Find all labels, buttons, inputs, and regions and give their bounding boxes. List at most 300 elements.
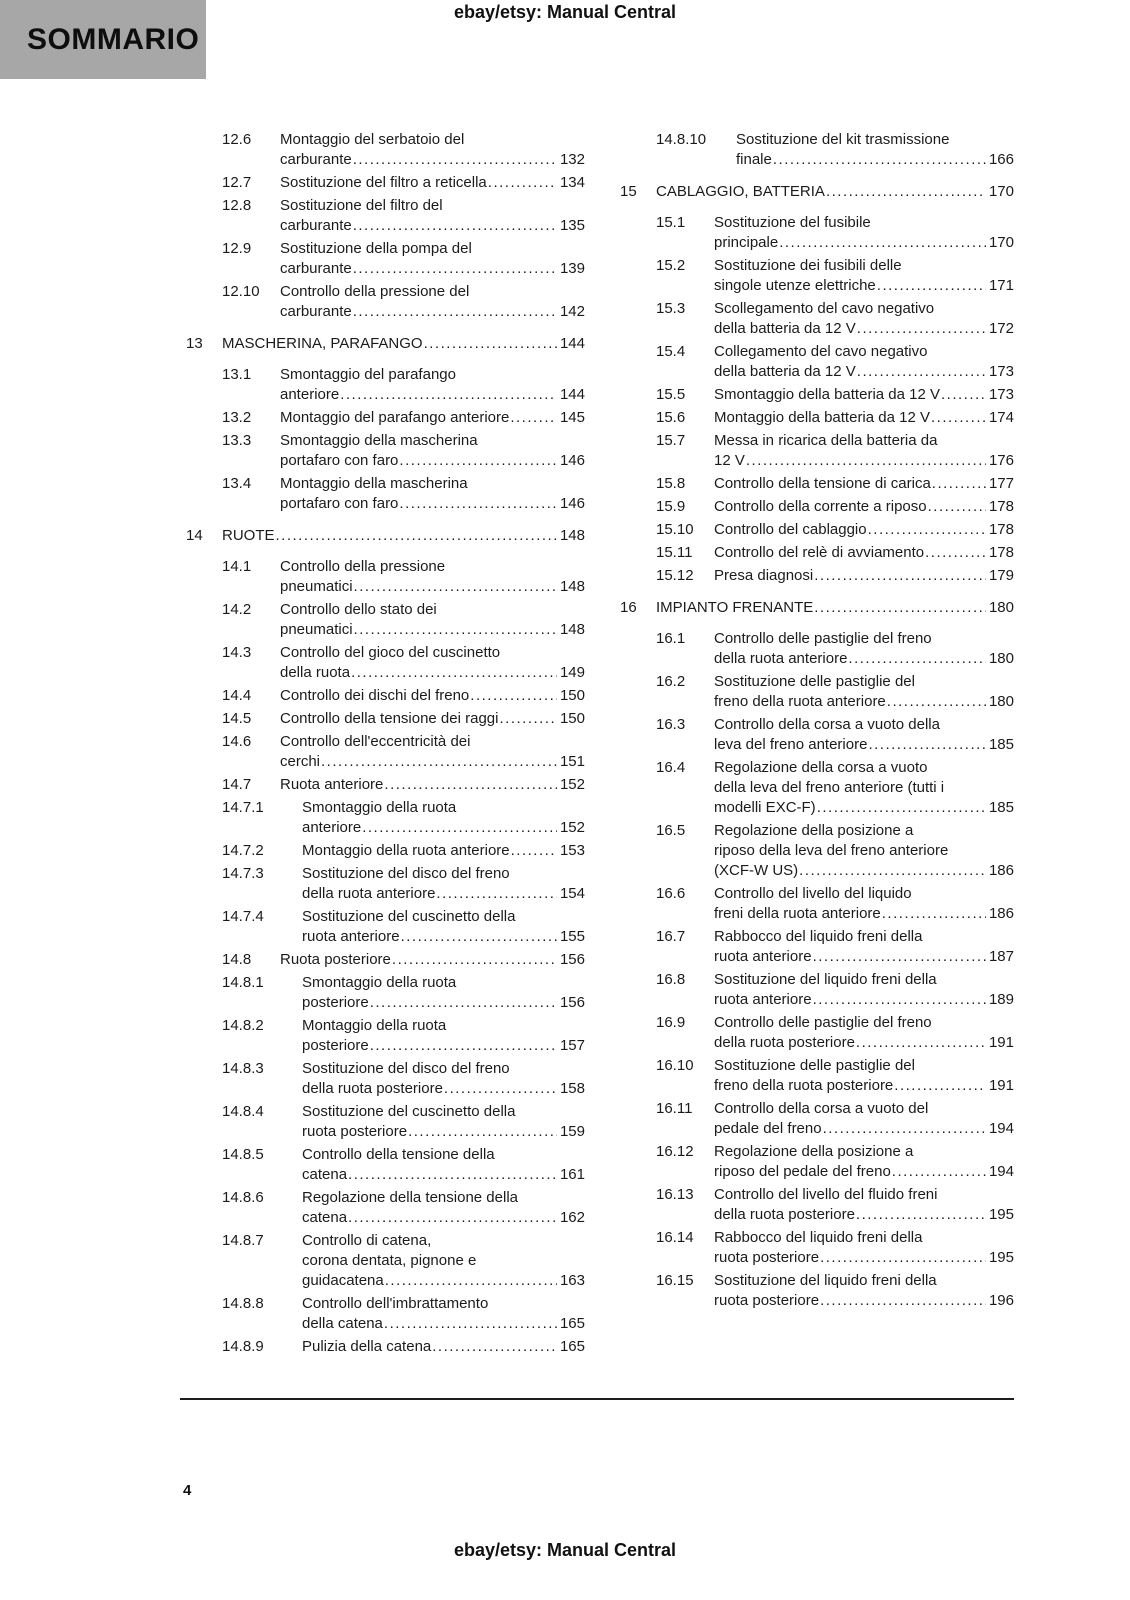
toc-entry-last-line: [280, 451, 585, 471]
toc-entry-body: [280, 239, 585, 279]
toc-entry-page: 195: [988, 1249, 1014, 1266]
toc-entry-body: [280, 130, 585, 170]
toc-entry-body: [714, 1185, 1014, 1225]
toc-entry-page: 176: [988, 452, 1014, 469]
toc-entry-body: [714, 1142, 1014, 1182]
toc-entry-body: [714, 213, 1014, 253]
toc-entry-title-line: Smontaggio della ruota: [302, 974, 457, 991]
toc-entry-title-line: della ruota posteriore: [714, 1206, 855, 1223]
toc-entry-last-line: [714, 1248, 1014, 1268]
toc-entry-page: 194: [988, 1120, 1014, 1137]
toc-entry-title-line: ruota anteriore: [714, 991, 812, 1008]
toc-entry: [186, 365, 585, 405]
toc-entry: [620, 758, 1014, 818]
toc-entry: [620, 970, 1014, 1010]
toc-entry: [620, 1142, 1014, 1182]
toc-entry-body: [302, 798, 585, 838]
toc-entry-body: [280, 173, 585, 193]
toc-entry-number: 13.1: [222, 366, 252, 383]
toc-entry-page: 165: [559, 1315, 585, 1332]
toc-entry-body: [280, 600, 585, 640]
toc-entry-last-line: [280, 709, 585, 729]
toc-entry: [620, 543, 1014, 563]
toc-entry-title-line: singole utenze elettriche: [714, 277, 876, 294]
toc-entry-title-line: Montaggio del serbatoio del: [280, 131, 465, 148]
toc-entry-last-line: [714, 798, 1014, 818]
toc-leader-dots: [510, 408, 557, 428]
toc-entry-body: [302, 1337, 585, 1357]
toc-entry-number: 15.2: [656, 257, 686, 274]
toc-entry-last-line: [302, 927, 585, 947]
toc-entry-body: [714, 256, 1014, 296]
toc-leader-dots: [399, 494, 557, 514]
toc-entry-title-line: della batteria da 12 V: [714, 363, 856, 380]
toc-entry-body: [302, 1016, 585, 1056]
toc-entry-page: 144: [559, 335, 585, 352]
toc-entry-page: 152: [559, 819, 585, 836]
toc-entry-last-line: [302, 1271, 585, 1291]
toc-entry-number: 14.4: [222, 687, 252, 704]
toc-entry-body: [222, 526, 585, 546]
toc-entry-number: 16.3: [656, 716, 686, 733]
toc-entry-number: 16.7: [656, 928, 686, 945]
toc-entry-number: 14.8: [222, 951, 252, 968]
toc-entry-body: [714, 431, 1014, 471]
toc-entry-last-line: [280, 385, 585, 405]
toc-entry-number: 16: [620, 599, 637, 616]
toc-entry-title-line: cerchi: [280, 753, 321, 770]
toc-leader-dots: [354, 620, 557, 640]
toc-leader-dots: [892, 1162, 986, 1182]
toc-entry: [620, 408, 1014, 428]
toc-entry-page: 148: [559, 527, 585, 544]
toc-entry: [186, 643, 585, 683]
toc-entry-body: [714, 1228, 1014, 1268]
toc-entry-title-line: della ruota: [280, 664, 351, 681]
toc-entry: [186, 130, 585, 170]
toc-entry-last-line: [714, 1291, 1014, 1311]
toc-entry-page: 145: [559, 409, 585, 426]
toc-entry-page: 180: [988, 650, 1014, 667]
toc-leader-dots: [779, 233, 986, 253]
toc-leader-dots: [321, 752, 557, 772]
toc-entry: [186, 239, 585, 279]
toc-entry: [186, 775, 585, 795]
toc-entry: [186, 732, 585, 772]
toc-entry: [186, 408, 585, 428]
toc-entry-number: 16.1: [656, 630, 686, 647]
toc-entry-page: 156: [559, 994, 585, 1011]
toc-entry-title-line: della ruota posteriore: [302, 1080, 443, 1097]
toc-entry-body: [302, 1231, 585, 1291]
toc-entry-last-line: [714, 1162, 1014, 1182]
toc-entry: [620, 672, 1014, 712]
toc-entry-last-line: [302, 841, 585, 861]
toc-leader-dots: [499, 709, 556, 729]
toc-entry-title-line: Sostituzione del filtro a reticella: [280, 174, 487, 191]
toc-entry-title-line: ruota posteriore: [714, 1249, 820, 1266]
toc-entry-body: [714, 672, 1014, 712]
toc-entry-title-line: Controllo della corsa a vuoto del: [714, 1100, 929, 1117]
toc-entry-page: 173: [988, 363, 1014, 380]
toc-leader-dots: [432, 1337, 557, 1357]
toc-entry: [186, 1059, 585, 1099]
toc-entry-body: [302, 1059, 585, 1099]
toc-entry-page: 155: [559, 928, 585, 945]
toc-entry: [186, 474, 585, 514]
toc-entry-title-line: Montaggio del parafango anteriore: [280, 409, 510, 426]
toc-entry-last-line: [280, 950, 585, 970]
toc-entry-page: 170: [988, 183, 1014, 200]
toc-leader-dots: [887, 692, 986, 712]
toc-entry-title-line: RUOTE: [222, 527, 275, 544]
toc-entry-page: 151: [559, 753, 585, 770]
toc-entry-last-line: [280, 173, 585, 193]
toc-entry: [186, 431, 585, 471]
toc-entry: [186, 709, 585, 729]
toc-entry-title-line: Collegamento del cavo negativo: [714, 343, 928, 360]
toc-entry-page: 132: [559, 151, 585, 168]
toc-entry-body: [302, 1188, 585, 1228]
toc-entry-last-line: [714, 319, 1014, 339]
toc-leader-dots: [894, 1076, 986, 1096]
toc-entry: [186, 1294, 585, 1334]
toc-entry-page: 135: [559, 217, 585, 234]
toc-entry-number: 14.7.1: [222, 799, 264, 816]
toc-entry-title-line: riposo della leva del freno anteriore: [714, 842, 949, 859]
toc-entry-title-line: Controllo dello stato dei: [280, 601, 437, 618]
toc-entry-page: 165: [559, 1338, 585, 1355]
toc-chapter-entry: [620, 598, 1014, 618]
toc-entry-page: 172: [988, 320, 1014, 337]
toc-entry-body: [714, 715, 1014, 755]
toc-entry-title-line: Regolazione della posizione a: [714, 1143, 914, 1160]
page-header-title: ebay/etsy: Manual Central: [453, 2, 677, 22]
toc-leader-dots: [392, 950, 557, 970]
toc-chapter-entry: [620, 182, 1014, 202]
toc-entry-body: [714, 758, 1014, 818]
toc-entry-title-line: Montaggio della mascherina: [280, 475, 468, 492]
toc-leader-dots: [773, 150, 986, 170]
toc-entry-title-line: della ruota anteriore: [302, 885, 436, 902]
toc-leader-dots: [436, 884, 557, 904]
toc-entry-title-line: carburante: [280, 151, 352, 168]
toc-entry-title-line: Presa diagnosi: [714, 567, 814, 584]
toc-entry-number: 14.2: [222, 601, 252, 618]
toc-leader-dots: [370, 1036, 557, 1056]
toc-leader-dots: [941, 385, 986, 405]
toc-entry-title-line: ruota posteriore: [302, 1123, 408, 1140]
toc-entry-number: 16.10: [656, 1057, 694, 1074]
toc-leader-dots: [353, 259, 557, 279]
toc-entry-title-line: portafaro con faro: [280, 495, 399, 512]
toc-entry-number: 14.8.5: [222, 1146, 264, 1163]
toc-entry-page: 144: [559, 386, 585, 403]
toc-leader-dots: [424, 334, 557, 354]
toc-leader-dots: [340, 385, 557, 405]
toc-entry-number: 12.7: [222, 174, 252, 191]
toc-entry-last-line: [302, 818, 585, 838]
toc-entry: [186, 1145, 585, 1185]
toc-entry-last-line: [714, 1205, 1014, 1225]
toc-entry-body: [302, 864, 585, 904]
toc-entry-last-line: [714, 276, 1014, 296]
toc-leader-dots: [848, 649, 986, 669]
toc-entry-body: [280, 732, 585, 772]
toc-entry-page: 187: [988, 948, 1014, 965]
toc-entry-body: [280, 775, 585, 795]
toc-entry-last-line: [222, 526, 585, 546]
toc-entry-title-line: Montaggio della ruota: [302, 1017, 447, 1034]
toc-leader-dots: [814, 598, 986, 618]
toc-entry-last-line: [280, 663, 585, 683]
toc-entry-last-line: [280, 150, 585, 170]
toc-entry-number: 15.10: [656, 521, 694, 538]
toc-leader-dots: [799, 861, 986, 881]
toc-entry-title-line: Controllo dei dischi del freno: [280, 687, 470, 704]
toc-entry-title-line: Controllo delle pastiglie del freno: [714, 630, 932, 647]
toc-entry-title-line: catena: [302, 1166, 348, 1183]
toc-entry-title-line: Controllo della corrente a riposo: [714, 498, 927, 515]
toc-entry-last-line: [714, 947, 1014, 967]
toc-entry-title-line: Smontaggio della batteria da 12 V: [714, 386, 940, 403]
toc-entry-title-line: Smontaggio della mascherina: [280, 432, 478, 449]
toc-entry-body: [714, 927, 1014, 967]
toc-entry-page: 196: [988, 1292, 1014, 1309]
toc-entry-number: 14.8.8: [222, 1295, 264, 1312]
toc-leader-dots: [362, 818, 557, 838]
toc-entry-number: 14.8.6: [222, 1189, 264, 1206]
toc-entry: [620, 1271, 1014, 1311]
table-of-contents: [186, 130, 1014, 1360]
toc-entry-last-line: [280, 216, 585, 236]
toc-entry-body: [280, 282, 585, 322]
toc-entry-page: 186: [988, 862, 1014, 879]
toc-entry: [186, 1188, 585, 1228]
toc-entry-last-line: [714, 692, 1014, 712]
toc-entry-last-line: [714, 1076, 1014, 1096]
toc-entry-last-line: [714, 520, 1014, 540]
toc-entry-title-line: catena: [302, 1209, 348, 1226]
toc-entry-body: [714, 543, 1014, 563]
toc-entry-number: 15.1: [656, 214, 686, 231]
toc-entry-page: 174: [988, 409, 1014, 426]
toc-entry-title-line: Controllo del gioco del cuscinetto: [280, 644, 501, 661]
toc-entry-body: [280, 365, 585, 405]
toc-entry: [186, 973, 585, 1013]
toc-entry-title-line: Pulizia della catena: [302, 1338, 432, 1355]
toc-entry-title-line: freno della ruota posteriore: [714, 1077, 894, 1094]
toc-entry: [620, 1099, 1014, 1139]
toc-entry-page: 146: [559, 495, 585, 512]
toc-leader-dots: [385, 1271, 557, 1291]
toc-entry-title-line: Sostituzione del kit trasmissione: [736, 131, 950, 148]
toc-leader-dots: [820, 1248, 986, 1268]
toc-entry-title-line: della batteria da 12 V: [714, 320, 856, 337]
toc-entry-number: 15.4: [656, 343, 686, 360]
toc-entry-title-line: Sostituzione dei fusibili delle: [714, 257, 902, 274]
toc-leader-dots: [444, 1079, 557, 1099]
toc-entry-number: 16.9: [656, 1014, 686, 1031]
toc-entry-title-line: Sostituzione del disco del freno: [302, 865, 510, 882]
toc-entry-last-line: [222, 334, 585, 354]
toc-leader-dots: [384, 1314, 557, 1334]
toc-entry-title-line: guidacatena: [302, 1272, 384, 1289]
toc-entry-number: 14.8.9: [222, 1338, 264, 1355]
toc-entry-last-line: [714, 904, 1014, 924]
toc-leader-dots: [488, 173, 557, 193]
toc-leader-dots: [823, 1119, 986, 1139]
toc-entry: [620, 1013, 1014, 1053]
toc-entry-page: 134: [559, 174, 585, 191]
toc-entry: [186, 282, 585, 322]
toc-entry-title-line: Sostituzione del liquido freni della: [714, 1272, 937, 1289]
toc-entry-page: 163: [559, 1272, 585, 1289]
toc-entry: [620, 566, 1014, 586]
toc-entry-body: [280, 686, 585, 706]
toc-entry: [186, 173, 585, 193]
toc-entry-page: 148: [559, 621, 585, 638]
toc-entry-title-line: Controllo del cablaggio: [714, 521, 867, 538]
toc-entry-title-line: Smontaggio della ruota: [302, 799, 457, 816]
toc-leader-dots: [353, 216, 557, 236]
toc-entry-body: [280, 431, 585, 471]
toc-entry-last-line: [280, 494, 585, 514]
toc-entry-body: [714, 342, 1014, 382]
toc-entry: [186, 1337, 585, 1357]
toc-entry-body: [714, 1056, 1014, 1096]
toc-entry-page: 162: [559, 1209, 585, 1226]
toc-leader-dots: [746, 451, 986, 471]
toc-entry-title-line: ruota anteriore: [302, 928, 400, 945]
toc-entry-title-line: Controllo dell'imbrattamento: [302, 1295, 489, 1312]
toc-entry-page: 161: [559, 1166, 585, 1183]
toc-leader-dots: [813, 990, 986, 1010]
toc-entry-page: 152: [559, 776, 585, 793]
toc-entry-title-line: pneumatici: [280, 578, 353, 595]
toc-entry-title-line: Sostituzione del cuscinetto della: [302, 908, 516, 925]
toc-leader-dots: [813, 947, 986, 967]
toc-entry-number: 15.12: [656, 567, 694, 584]
toc-entry-last-line: [280, 408, 585, 428]
toc-entry-number: 12.9: [222, 240, 252, 257]
toc-entry-number: 14.8.1: [222, 974, 264, 991]
toc-entry-title-line: Scollegamento del cavo negativo: [714, 300, 935, 317]
toc-entry-last-line: [280, 577, 585, 597]
toc-entry-last-line: [280, 620, 585, 640]
toc-entry-body: [280, 474, 585, 514]
toc-entry-number: 14.6: [222, 733, 252, 750]
toc-entry-last-line: [302, 1337, 585, 1357]
toc-entry-page: 158: [559, 1080, 585, 1097]
toc-entry-page: 180: [988, 693, 1014, 710]
toc-entry-title-line: Sostituzione delle pastiglie del: [714, 673, 915, 690]
toc-entry-title-line: Controllo del relè di avviamento: [714, 544, 925, 561]
toc-entry-last-line: [714, 408, 1014, 428]
toc-entry-number: 16.4: [656, 759, 686, 776]
toc-entry-body: [302, 841, 585, 861]
toc-entry-body: [280, 950, 585, 970]
toc-entry-page: 149: [559, 664, 585, 681]
toc-entry-number: 16.8: [656, 971, 686, 988]
toc-entry-page: 173: [988, 386, 1014, 403]
toc-entry: [620, 385, 1014, 405]
toc-entry-number: 15.11: [656, 544, 693, 561]
toc-leader-dots: [276, 526, 557, 546]
toc-entry-last-line: [302, 1208, 585, 1228]
toc-entry-title-line: della ruota posteriore: [714, 1034, 855, 1051]
toc-entry: [186, 557, 585, 597]
sommario-header-box: [0, 0, 206, 79]
toc-entry-body: [656, 598, 1014, 618]
toc-leader-dots: [399, 451, 557, 471]
toc-entry-title-line: Regolazione della posizione a: [714, 822, 914, 839]
toc-entry-body: [714, 299, 1014, 339]
toc-entry-number: 15.7: [656, 432, 686, 449]
toc-entry-body: [280, 196, 585, 236]
toc-chapter-entry: [186, 334, 585, 354]
toc-entry-body: [714, 566, 1014, 586]
toc-entry-title-line: della catena: [302, 1315, 383, 1332]
toc-entry-title-line: Smontaggio del parafango: [280, 366, 456, 383]
toc-entry-last-line: [714, 474, 1014, 494]
toc-leader-dots: [348, 1208, 557, 1228]
toc-entry-number: 14.8.2: [222, 1017, 264, 1034]
toc-entry-page: 177: [988, 475, 1014, 492]
toc-entry: [620, 520, 1014, 540]
toc-entry-page: 148: [559, 578, 585, 595]
toc-entry-body: [714, 408, 1014, 428]
toc-entry-body: [302, 1294, 585, 1334]
toc-entry-page: 195: [988, 1206, 1014, 1223]
toc-entry-number: 14.3: [222, 644, 252, 661]
toc-leader-dots: [868, 735, 986, 755]
toc-entry-number: 14.8.4: [222, 1103, 264, 1120]
toc-entry-title-line: Sostituzione del filtro del: [280, 197, 443, 214]
toc-entry-last-line: [714, 362, 1014, 382]
toc-entry-number: 16.5: [656, 822, 686, 839]
toc-entry: [620, 497, 1014, 517]
toc-entry-title-line: Sostituzione delle pastiglie del: [714, 1057, 915, 1074]
toc-entry-number: 14.7.4: [222, 908, 264, 925]
toc-entry-title-line: (XCF-W US): [714, 862, 799, 879]
toc-entry-number: 14: [186, 527, 203, 544]
toc-entry-title-line: freno della ruota anteriore: [714, 693, 886, 710]
toc-entry-body: [280, 557, 585, 597]
toc-entry-body: [714, 629, 1014, 669]
toc-entry-page: 156: [559, 951, 585, 968]
toc-entry-page: 150: [559, 710, 585, 727]
toc-entry-number: 13.4: [222, 475, 252, 492]
toc-entry-last-line: [280, 302, 585, 322]
toc-leader-dots: [931, 408, 986, 428]
toc-leader-dots: [401, 927, 557, 947]
toc-entry-title-line: della leva del freno anteriore (tutti i: [714, 779, 945, 796]
toc-leader-dots: [932, 474, 986, 494]
toc-entry-body: [736, 130, 1014, 170]
toc-entry-title-line: freni della ruota anteriore: [714, 905, 881, 922]
toc-entry: [620, 927, 1014, 967]
toc-entry-title-line: Sostituzione della pompa del: [280, 240, 472, 257]
toc-entry-title-line: modelli EXC-F): [714, 799, 816, 816]
toc-entry-body: [280, 643, 585, 683]
toc-entry-title-line: Controllo della pressione del: [280, 283, 470, 300]
toc-entry-number: 16.12: [656, 1143, 694, 1160]
toc-entry-body: [714, 520, 1014, 540]
toc-entry-body: [302, 973, 585, 1013]
toc-entry-title-line: Rabbocco del liquido freni della: [714, 1229, 923, 1246]
toc-entry-number: 12.10: [222, 283, 260, 300]
